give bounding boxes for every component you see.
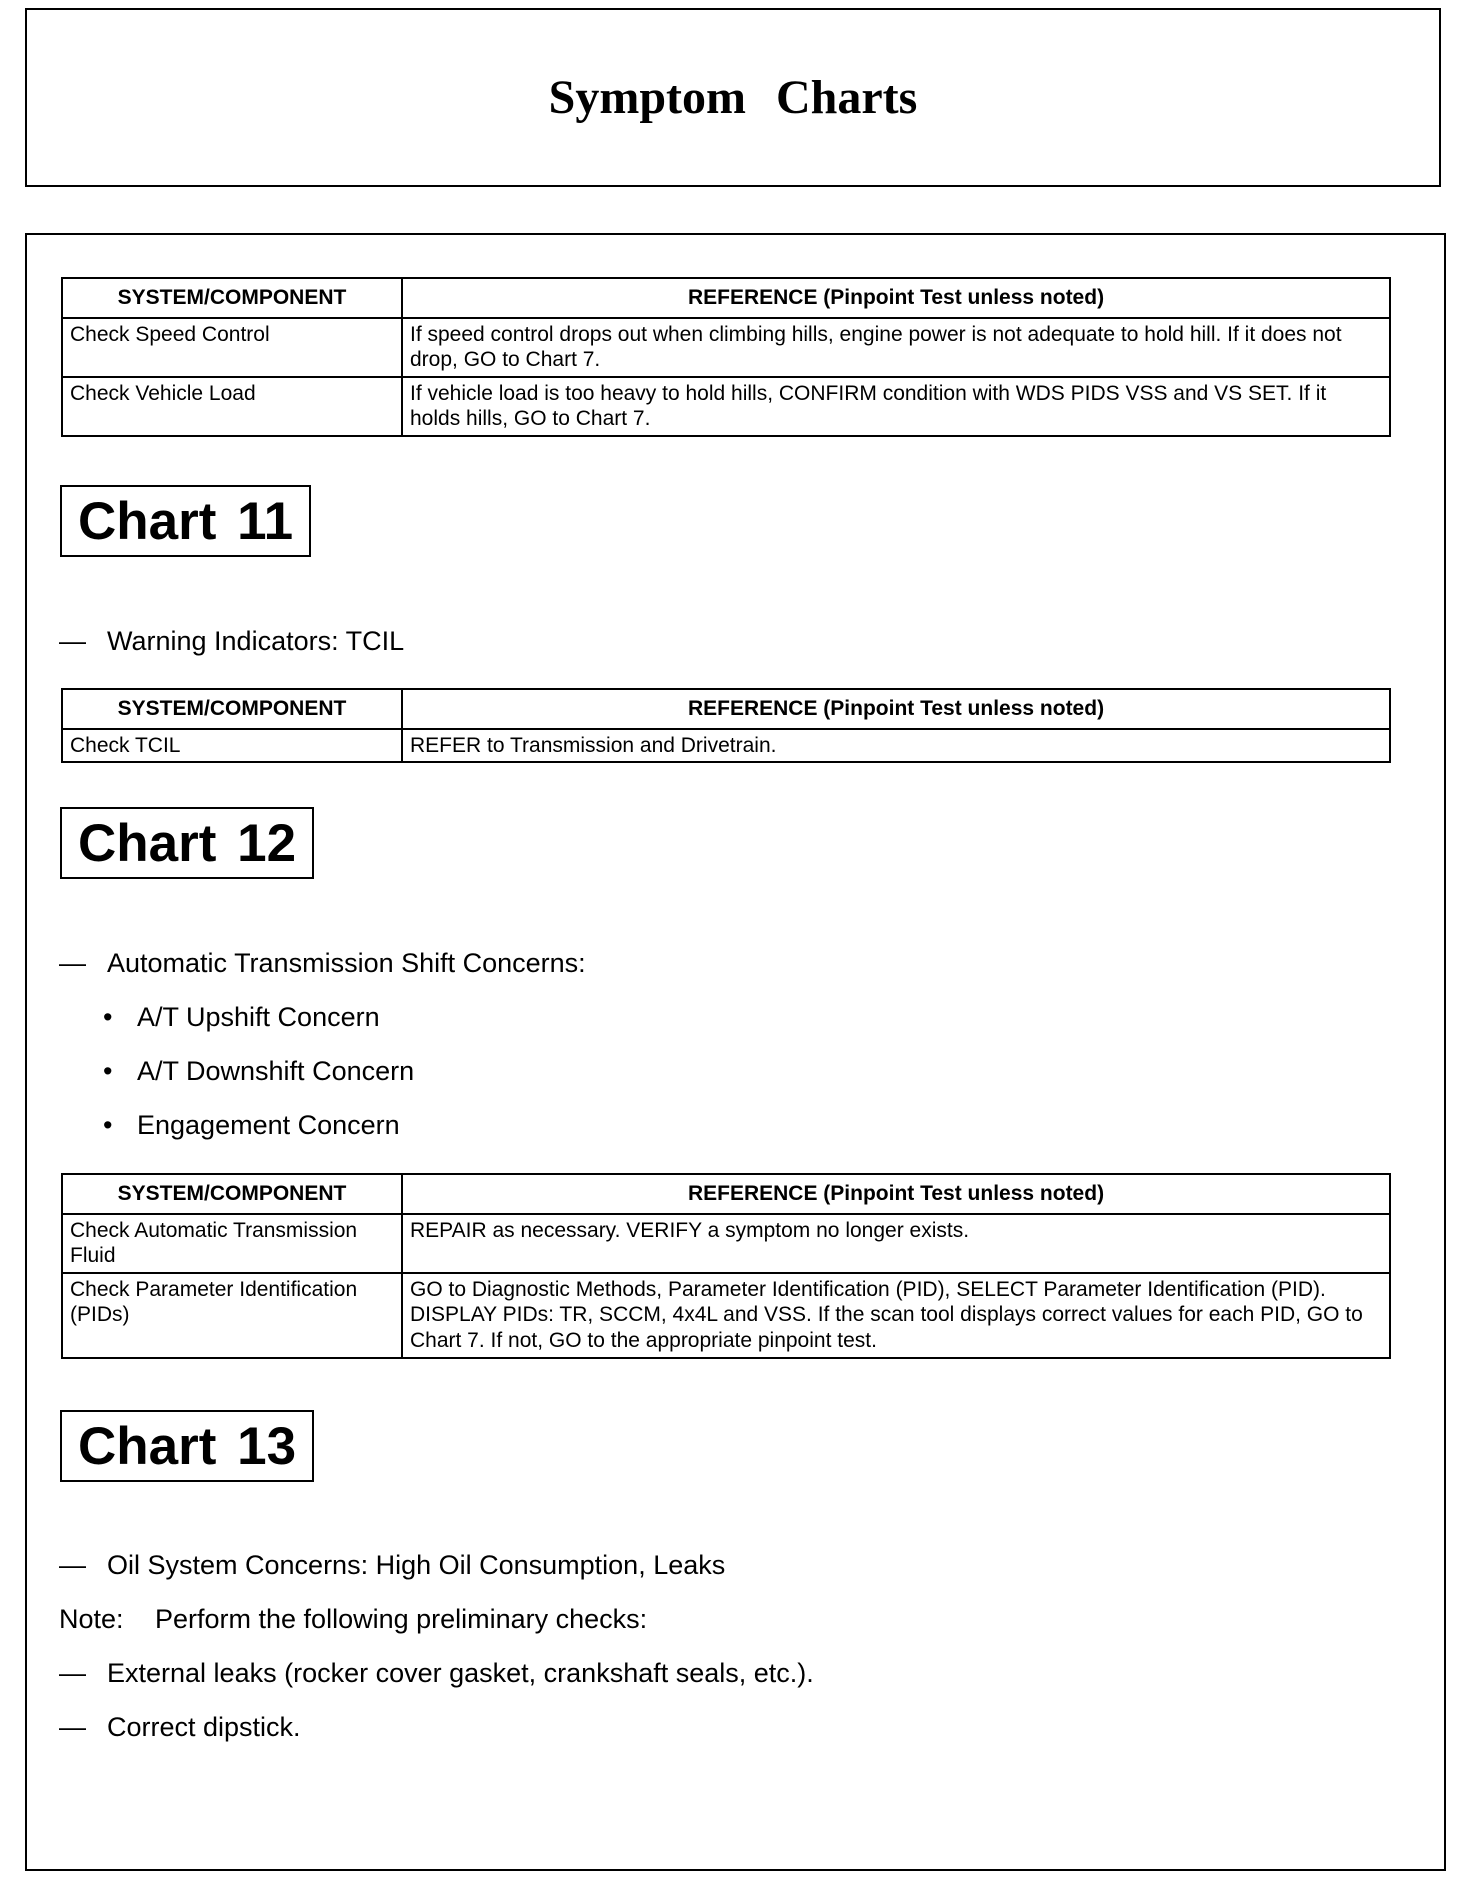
bullet-text: A/T Downshift Concern <box>137 1056 415 1086</box>
system-cell: Check Speed Control <box>62 318 402 377</box>
system-cell: Check Vehicle Load <box>62 377 402 436</box>
header-reference: REFERENCE (Pinpoint Test unless noted) <box>402 278 1390 318</box>
chart-12-item <box>59 947 586 979</box>
bullet-mark: • <box>103 1002 113 1032</box>
header-reference: REFERENCE (Pinpoint Test unless noted) <box>402 1174 1390 1214</box>
table-row <box>62 1214 1390 1273</box>
list-item <box>59 1711 301 1743</box>
bullet-mark: • <box>103 1110 113 1140</box>
system-cell: Check Parameter Identification (PIDs) <box>62 1273 402 1358</box>
header-system-component: SYSTEM/COMPONENT <box>62 689 402 729</box>
bullet-mark: • <box>103 1056 113 1086</box>
chart-13-item <box>59 1549 725 1581</box>
table-header-row <box>62 1174 1390 1214</box>
bullet-text: Engagement Concern <box>137 1110 400 1140</box>
header-reference: REFERENCE (Pinpoint Test unless noted) <box>402 689 1390 729</box>
content-box <box>25 233 1446 1871</box>
list-item <box>59 1657 814 1689</box>
page-title: Symptom Charts <box>548 71 918 124</box>
system-cell: Check TCIL <box>62 729 402 763</box>
chart-13-heading: Chart 13 <box>60 1410 314 1482</box>
header-system-component: SYSTEM/COMPONENT <box>62 1174 402 1214</box>
table-row <box>62 1273 1390 1358</box>
list-item <box>103 1055 414 1087</box>
check-text: Correct dipstick. <box>107 1712 301 1742</box>
table-header-row <box>62 278 1390 318</box>
reference-cell: REPAIR as necessary. VERIFY a symptom no longer exists. <box>402 1214 1390 1273</box>
reference-cell: If vehicle load is too heavy to hold hills, CONFIRM condition with WDS PIDS VSS and VS SET. If it holds hills, GO to Chart 7. <box>402 377 1390 436</box>
reference-table-chart-11 <box>61 688 1391 763</box>
table-header-row <box>62 689 1390 729</box>
note-label: Note: <box>59 1604 124 1634</box>
chart-11-item <box>59 625 404 657</box>
page-title-box <box>25 8 1441 187</box>
note-text: Perform the following preliminary checks: <box>155 1604 648 1634</box>
chart-12-item-text: Automatic Transmission Shift Concerns: <box>107 948 586 978</box>
table-row <box>62 729 1390 763</box>
chart-13-item-text: Oil System Concerns: High Oil Consumption, Leaks <box>107 1550 726 1580</box>
dash-mark: — <box>59 1712 86 1742</box>
reference-cell: REFER to Transmission and Drivetrain. <box>402 729 1390 763</box>
bullet-text: A/T Upshift Concern <box>137 1002 380 1032</box>
list-item <box>103 1001 380 1033</box>
table-row <box>62 318 1390 377</box>
chart-11-item-text: Warning Indicators: TCIL <box>107 626 405 656</box>
chart-13-note <box>59 1603 647 1635</box>
table-row <box>62 377 1390 436</box>
reference-cell: If speed control drops out when climbing hills, engine power is not adequate to hold hill. If it does not drop, GO to Chart 7. <box>402 318 1390 377</box>
chart-11-heading: Chart 11 <box>60 485 311 557</box>
dash-mark: — <box>59 626 86 656</box>
check-text: External leaks (rocker cover gasket, crankshaft seals, etc.). <box>107 1658 814 1688</box>
dash-mark: — <box>59 1658 86 1688</box>
chart-12-heading: Chart 12 <box>60 807 314 879</box>
reference-table-chart-12 <box>61 1173 1391 1359</box>
reference-table-speed-control <box>61 277 1391 437</box>
list-item <box>103 1109 400 1141</box>
reference-cell: GO to Diagnostic Methods, Parameter Identification (PID), SELECT Parameter Identification (PID). DISPLAY PIDs: TR, SCCM, 4x4L and VSS. If the scan tool displays correct values for each PID, GO to Chart 7. If not, GO to the appropriate pinpoint test. <box>402 1273 1390 1358</box>
header-system-component: SYSTEM/COMPONENT <box>62 278 402 318</box>
system-cell: Check Automatic Transmission Fluid <box>62 1214 402 1273</box>
dash-mark: — <box>59 1550 86 1580</box>
dash-mark: — <box>59 948 86 978</box>
